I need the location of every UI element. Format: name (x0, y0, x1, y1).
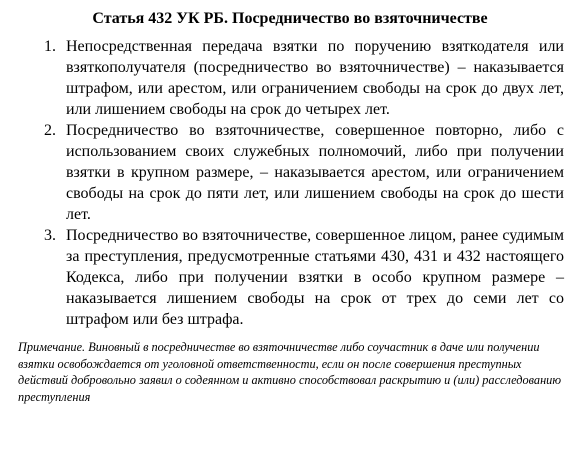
item-text: Посредничество во взяточничестве, совершенное повторно, либо с использованием своих служебных полномочий, либо при получении взятки в крупном размере, – наказывается арестом, или ограничением свободы на срок до пяти лет, или лишением свободы на срок до шести лет. (66, 122, 564, 223)
item-text: Посредничество во взяточничестве, совершенное лицом, ранее судимым за преступления, предусмотренные статьями 430, 431 и 432 настоящего Кодекса, либо при получении взятки в особо крупном размере – наказывается лишением свободы на срок от трех до семи лет со штрафом или без штрафа. (66, 227, 564, 328)
article-item (16, 225, 564, 330)
item-text: Непосредственная передача взятки по поручению взяткодателя или взяткополучателя (посредничество во взяточничестве) – наказывается штрафом, или арестом, или ограничением свободы на срок до двух лет, или лишением свободы на срок до четырех лет. (66, 38, 564, 118)
article-item (16, 36, 564, 120)
item-number: 1. (44, 38, 56, 55)
article-item (16, 120, 564, 225)
article-title: Статья 432 УК РБ. Посредничество во взяточничестве (92, 10, 488, 27)
article-note: Примечание. Виновный в посредничестве во взяточничестве либо соучастник в даче или получении взятки освобождается от уголовной ответственности, если он после совершения преступных действий добровольно заявил о содеянном и активно способствовал раскрытию и (или) расследованию преступления (18, 340, 561, 404)
item-number: 3. (44, 227, 56, 244)
article-items (16, 36, 564, 330)
item-number: 2. (44, 122, 56, 139)
